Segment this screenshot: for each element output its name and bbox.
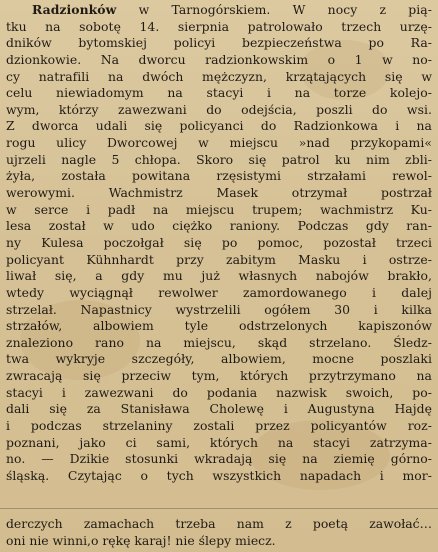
column-divider [0,508,438,509]
text-line: strzałów, albowiem tyle odstrzelonych kapiszonów [6,318,432,334]
continuation-lines [6,515,432,549]
text-line: poznani, jako ci sami, których na stacyi zatrzyma- [6,434,432,450]
text-line: znaleziono rano na miejscu, skąd strzelano. Śledz- [6,334,432,350]
text-line: oni nie winni,o rękę karaj! nie ślepy miecz. [6,533,276,548]
text-line: Z dworca udali się policyanci do Radzionkowa i na [6,118,432,134]
text-line: i podczas strzelaniny zostali przez policyantów roz- [6,418,432,434]
text-line: werowymi. Wachmistrz Masek otrzymał postrzał [6,185,432,201]
text-line: tku na sobotę 14. sierpnia patrolowało trzech urzę- [6,18,432,34]
text-line: liwał się, a gdy mu już własnych nabojów brakło, [6,268,432,284]
text-line: policyant Kühnhardt przy zabitym Masku i ostrze- [6,251,432,267]
text-line: celu niewiadomym na stacyi i na torze kolejo- [6,85,432,101]
article-body [6,2,432,485]
article-heading: Radzionków [32,2,117,17]
text-line: dników bytomskiej policyi bezpieczeństwa po Ra- [6,35,432,51]
text-line: dzionkowie. Na dworcu radzionkowskim o 1 w no- [6,51,432,67]
article-lines [6,19,432,485]
text-line: derczych zamachach trzeba nam z poetą zawołać… [6,516,432,531]
text-line: dali się za Stanisława Cholewę i Augustyna Hajdę [6,401,432,417]
continuation-text [6,515,432,549]
text-line: wym, którzy zawezwani do odejścia, poszli do wsi. [6,101,432,117]
text-line: strzelał. Napastnicy wystrzelili ogółem 30 i kilka [6,301,432,317]
text-line: cy natrafili na dwóch mężczyzn, krzątających się w [6,68,432,84]
article-first-line [6,2,432,19]
text-line: ny Kulesa poczołgał się po pomoc, pozostał trzeci [6,234,432,250]
text-line: śląską. Czytając o tych wszystkich napadach i mor- [6,467,432,483]
text-line: lesa został w udo ciężko raniony. Podczas gdy ran- [6,218,432,234]
text-line: zwracają się przeciw tym, których przytrzymano na [6,368,432,384]
text-line: stacyi i zawezwani do podania nazwisk swoich, po- [6,384,432,400]
article-first-line-text: w Tarnogórskiem. W nocy z pią- [138,2,432,17]
text-line: no. — Dzikie stosunki wkradają się na ziemię górno- [6,451,432,467]
text-line: ujrzeli nagle 5 chłopa. Skoro się patrol ku nim zbli- [6,151,432,167]
text-line: w serce i padł na miejscu trupem; wachmistrz Ku- [6,201,432,217]
text-line: twa wykryje szczegóły, albowiem, mocne poszlaki [6,351,432,367]
text-line: wtedy wyciągnął rewolwer zamordowanego i dalej [6,284,432,300]
text-line: rogu ulicy Dworcowej w miejscu »nad przykopami« [6,135,432,151]
text-line: żyła, została powitana rzęsistymi strzałami rewol- [6,168,432,184]
